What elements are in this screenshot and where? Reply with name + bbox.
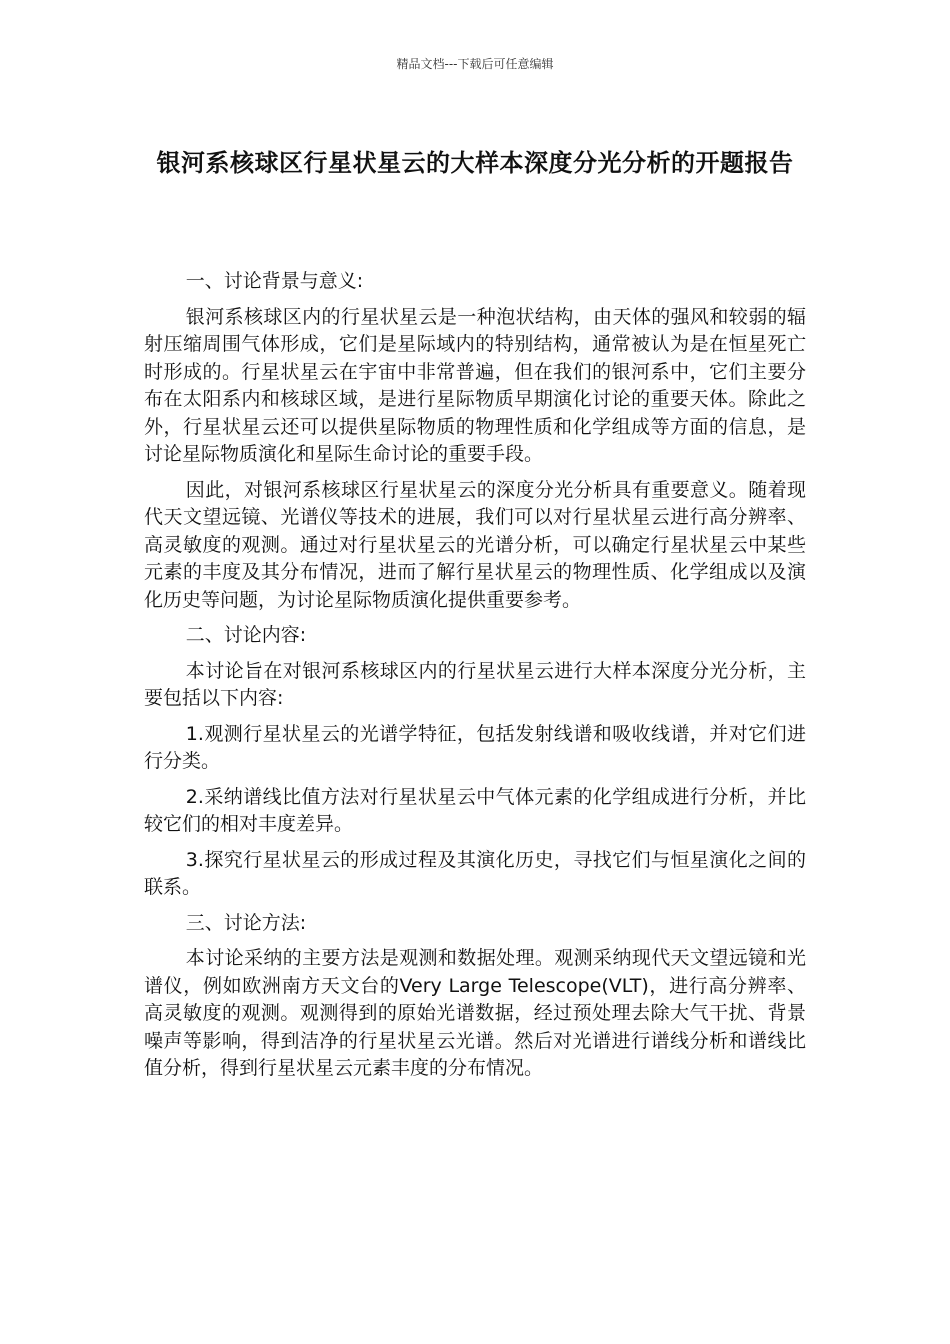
- paragraph-content-intro: 本讨论旨在对银河系核球区内的行星状星云进行大样本深度分光分析，主要包括以下内容:: [144, 659, 806, 709]
- paragraph-background-2: 因此，对银河系核球区行星状星云的深度分光分析具有重要意义。随着现代天文望远镜、光谱仪等技术的进展，我们可以对行星状星云进行高分辨率、高灵敏度的观测。通过对行星状星云的光谱分析，可以确定行星状星云中某些元素的丰度及其分布情况，进而了解行星状星云的物理性质、化学组成以及演化历史等问题，为讨论星际物质演化提供重要参考。: [144, 478, 806, 611]
- list-item-content-2: 2.采纳谱线比值方法对行星状星云中气体元素的化学组成进行分析，并比较它们的相对丰度差异。: [144, 785, 806, 835]
- list-item-content-1: 1.观测行星状星云的光谱学特征，包括发射线谱和吸收线谱，并对它们进行分类。: [144, 722, 806, 772]
- section-heading-background: 一、讨论背景与意义:: [185, 270, 364, 292]
- list-item-content-3: 3.探究行星状星云的形成过程及其演化历史，寻找它们与恒星演化之间的联系。: [144, 848, 806, 898]
- paragraph-method-1: 本讨论采纳的主要方法是观测和数据处理。观测采纳现代天文望远镜和光谱仪，例如欧洲南方天文台的Very Large Telescope(VLT)，进行高分辨率、高灵敏度的观测。观测得到的原始光谱数据，经过预处理去除大气干扰、背景噪声等影响，得到洁净的行星状星云光谱。然后对光谱进行谱线分析和谱线比值分析，得到行星状星云元素丰度的分布情况。: [144, 947, 806, 1079]
- section-heading-method: 三、讨论方法:: [185, 911, 307, 934]
- document-body: [144, 268, 806, 1091]
- paragraph-background-1: 银河系核球区内的行星状星云是一种泡状结构，由天体的强风和较弱的辐射压缩周围气体形成，它们是星际域内的特别结构，通常被认为是在恒星死亡时形成的。行星状星云在宇宙中非常普遍，但在我们的银河系中，它们主要分布在太阳系内和核球区域，是进行星际物质早期演化讨论的重要天体。除此之外，行星状星云还可以提供星际物质的物理性质和化学组成等方面的信息，是讨论星际物质演化和星际生命讨论的重要手段。: [144, 305, 806, 465]
- page-header: 精品文档---下载后可任意编辑: [396, 57, 554, 71]
- document-title: 银河系核球区行星状星云的大样本深度分光分析的开题报告: [156, 149, 794, 177]
- section-heading-content: 二、讨论内容:: [185, 624, 307, 646]
